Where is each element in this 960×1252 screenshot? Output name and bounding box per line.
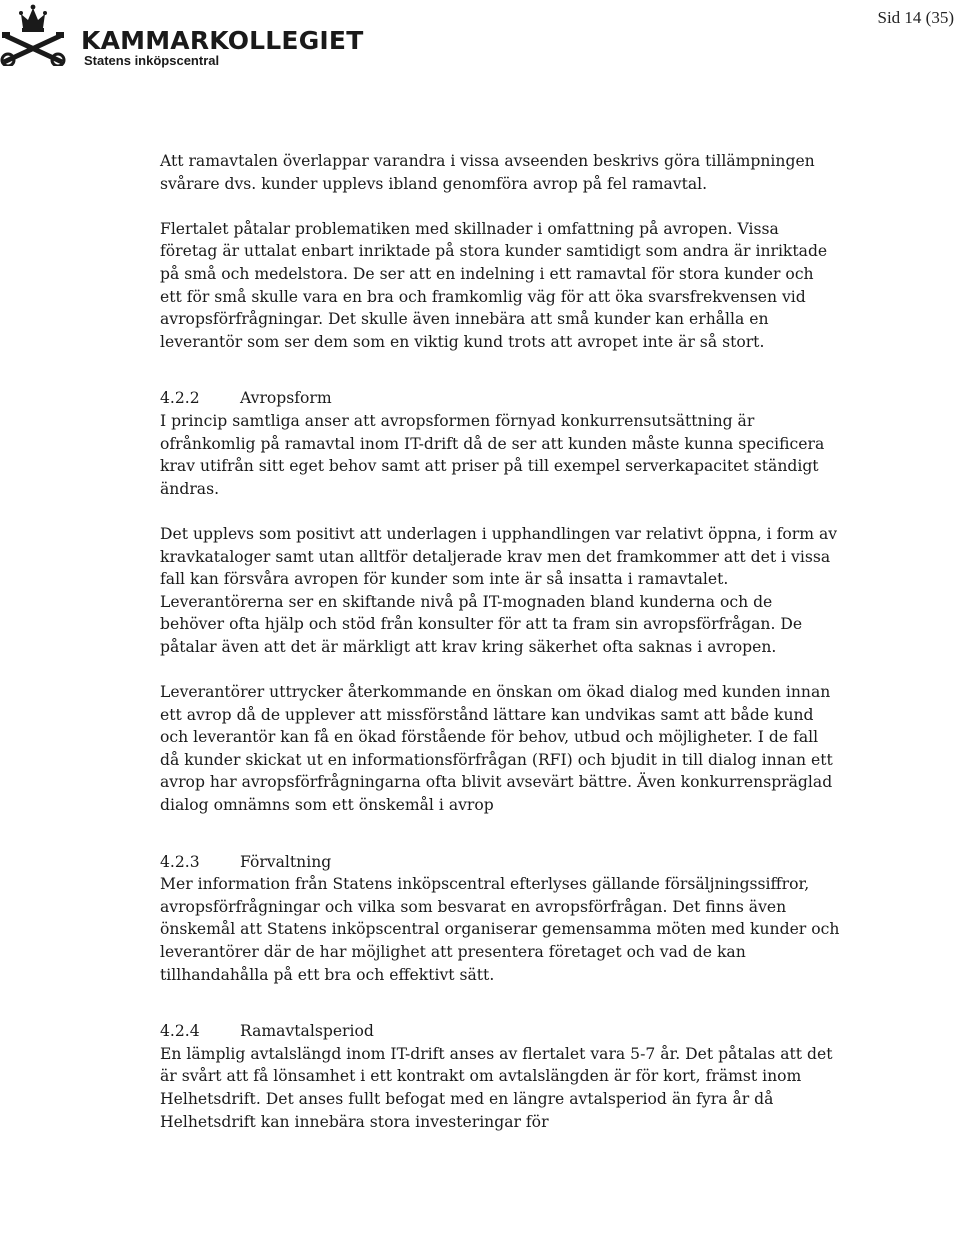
- section-number: 4.2.4: [160, 1022, 200, 1041]
- section-heading-4-2-4: [160, 1020, 840, 1043]
- brand-subtitle: Statens inköpscentral: [84, 53, 220, 68]
- kammarkollegiet-logo: [0, 2, 364, 68]
- paragraph: I princip samtliga anser att avropsformen förnyad konkurrensutsättning är ofrånkomlig på ramavtal inom IT-drift då de ser att kunden måste kunna specificera krav utifrån sitt eget behov samt att priser på till exempel serverkapacitet ständigt ändras.: [160, 411, 825, 498]
- page-header: [0, 0, 960, 70]
- section-title: Ramavtalsperiod: [240, 1022, 374, 1041]
- page-number: Sid 14 (35): [877, 8, 954, 27]
- section-number: 4.2.2: [160, 389, 200, 408]
- brand-name: KAMMARKOLLEGIET: [81, 26, 364, 55]
- paragraph: Mer information från Statens inköpscentral efterlyses gällande försäljningssiffror, avropsförfrågningar och vilka som besvarat en avropsförfrågan. Det finns även önskemål att Statens inköpscentral organiserar gemensamma möten med kunder och leverantörer där de har möjlighet att presentera företaget och vad de kan tillhandahålla på ett bra och effektivt sätt.: [160, 875, 840, 984]
- section-heading-4-2-2: [160, 387, 840, 410]
- document-body: [160, 150, 840, 1133]
- crown-keys-icon: [0, 2, 80, 66]
- paragraph: Att ramavtalen överlappar varandra i vissa avseenden beskrivs göra tillämpningen svårare dvs. kunder upplevs ibland genomföra avrop på fel ramavtal.: [160, 152, 815, 193]
- paragraph: Flertalet påtalar problematiken med skillnader i omfattning på avropen. Vissa företag är uttalat enbart inriktade på stora kunder samtidigt som andra är inriktade på små och medelstora. De ser att en indelning i ett ramavtal för stora kunder och ett för små skulle vara en bra och framkomlig väg för att öka svarsfrekvensen vid avropsförfrågningar. Det skulle även innebära att små kunder kan erhålla en leverantör som ser dem som en viktig kund trots att avropet inte är så stort.: [160, 219, 828, 351]
- paragraph: En lämplig avtalslängd inom IT-drift anses av flertalet vara 5-7 år. Det påtalas att det är svårt att få lönsamhet i ett kontrakt om avtalslängden är för kort, främst inom Helhetsdrift. Det anses fullt befogat med en längre avtalsperiod än fyra år då Helhetsdrift kan innebära stora investeringar för: [160, 1044, 833, 1131]
- section-title: Avropsform: [240, 389, 332, 408]
- paragraph: Det upplevs som positivt att underlagen i upphandlingen var relativt öppna, i form av kravkataloger samt utan alltför detaljerade krav men det framkommer att det i vissa fall kan försvåra avropen för kunder som inte är så insatta i ramavtalet. Leverantörerna ser en skiftande nivå på IT-mognaden bland kunderna och de behöver ofta hjälp och stöd från konsulter för att ta fram sin avropsförfrågan. De påtalar även att det är märkligt att krav kring säkerhet ofta saknas i avropen.: [160, 524, 838, 656]
- section-number: 4.2.3: [160, 852, 200, 871]
- section-title: Förvaltning: [240, 852, 332, 871]
- section-heading-4-2-3: [160, 851, 840, 874]
- paragraph: Leverantörer uttrycker återkommande en önskan om ökad dialog med kunden innan ett avrop då de upplever att missförstånd lättare kan undvikas samt att både kund och leverantör kan få en ökad förstående för behov, utbud och möjligheter. I de fall då kunder skickat ut en informationsförfrågan (RFI) och bjudit in till dialog innan ett avrop har avropsförfrågningarna ofta blivit avsevärt bättre. Även konkurrenspräglad dialog omnämns som ett önskemål i avrop: [160, 683, 833, 815]
